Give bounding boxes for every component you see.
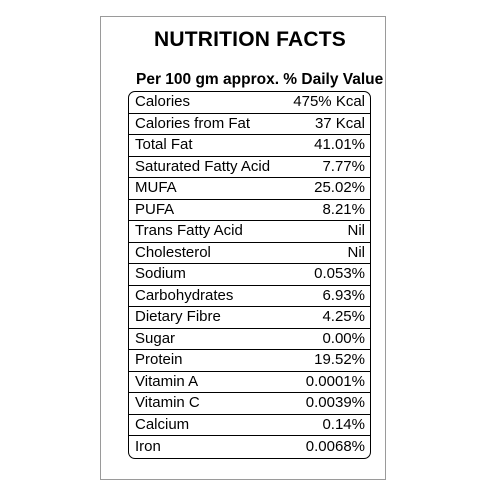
nutrient-name: Calcium (135, 415, 190, 433)
nutrient-value: 37 Kcal (314, 114, 365, 132)
table-row (129, 157, 370, 179)
nutrient-value: 0.14% (322, 415, 365, 433)
nutrition-facts-table (128, 91, 371, 459)
nutrient-name: Vitamin C (135, 394, 200, 412)
nutrient-name: Vitamin A (135, 372, 199, 390)
nutrient-value: 0.0068% (305, 437, 365, 455)
nutrient-value: 0.00% (322, 329, 365, 347)
nutrient-name: Carbohydrates (135, 286, 234, 304)
nutrient-name: Dietary Fibre (135, 308, 221, 326)
table-row (129, 135, 370, 157)
table-row (129, 92, 370, 114)
nutrient-name: Sodium (135, 265, 186, 283)
table-row (129, 436, 370, 458)
serving-subtitle: Per 100 gm approx. % Daily Value (136, 71, 384, 88)
table-row (129, 221, 370, 243)
nutrient-name: Calories from Fat (135, 114, 251, 132)
table-row (129, 286, 370, 308)
table-row (129, 372, 370, 394)
nutrient-name: PUFA (135, 200, 175, 218)
table-row (129, 243, 370, 265)
nutrient-value: Nil (347, 222, 365, 240)
nutrient-value: 8.21% (322, 200, 365, 218)
nutrient-value: 0.053% (314, 265, 365, 283)
nutrient-name: Protein (135, 351, 183, 369)
nutrient-name: Sugar (135, 329, 176, 347)
nutrient-value: 7.77% (322, 157, 365, 175)
nutrient-value: Nil (347, 243, 365, 261)
nutrient-name: Calories (135, 93, 191, 111)
table-row (129, 307, 370, 329)
nutrient-value: 4.25% (322, 308, 365, 326)
nutrient-name: Trans Fatty Acid (135, 222, 243, 240)
nutrient-value: 19.52% (314, 351, 365, 369)
nutrient-value: 0.0001% (305, 372, 365, 390)
nutrient-name: Iron (135, 437, 161, 455)
nutrient-value: 0.0039% (305, 394, 365, 412)
table-row (129, 114, 370, 136)
table-row (129, 350, 370, 372)
table-row (129, 329, 370, 351)
table-row (129, 200, 370, 222)
table-row (129, 415, 370, 437)
nutrient-value: 41.01% (314, 136, 365, 154)
nutrient-name: Saturated Fatty Acid (135, 157, 271, 175)
table-row (129, 264, 370, 286)
nutrient-name: Cholesterol (135, 243, 211, 261)
table-row (129, 178, 370, 200)
table-row (129, 393, 370, 415)
nutrient-name: MUFA (135, 179, 177, 197)
nutrient-value: 475% Kcal (293, 93, 365, 111)
nutrient-value: 25.02% (314, 179, 365, 197)
nutrient-name: Total Fat (135, 136, 193, 154)
nutrition-title: NUTRITION FACTS (154, 28, 346, 51)
nutrient-value: 6.93% (322, 286, 365, 304)
